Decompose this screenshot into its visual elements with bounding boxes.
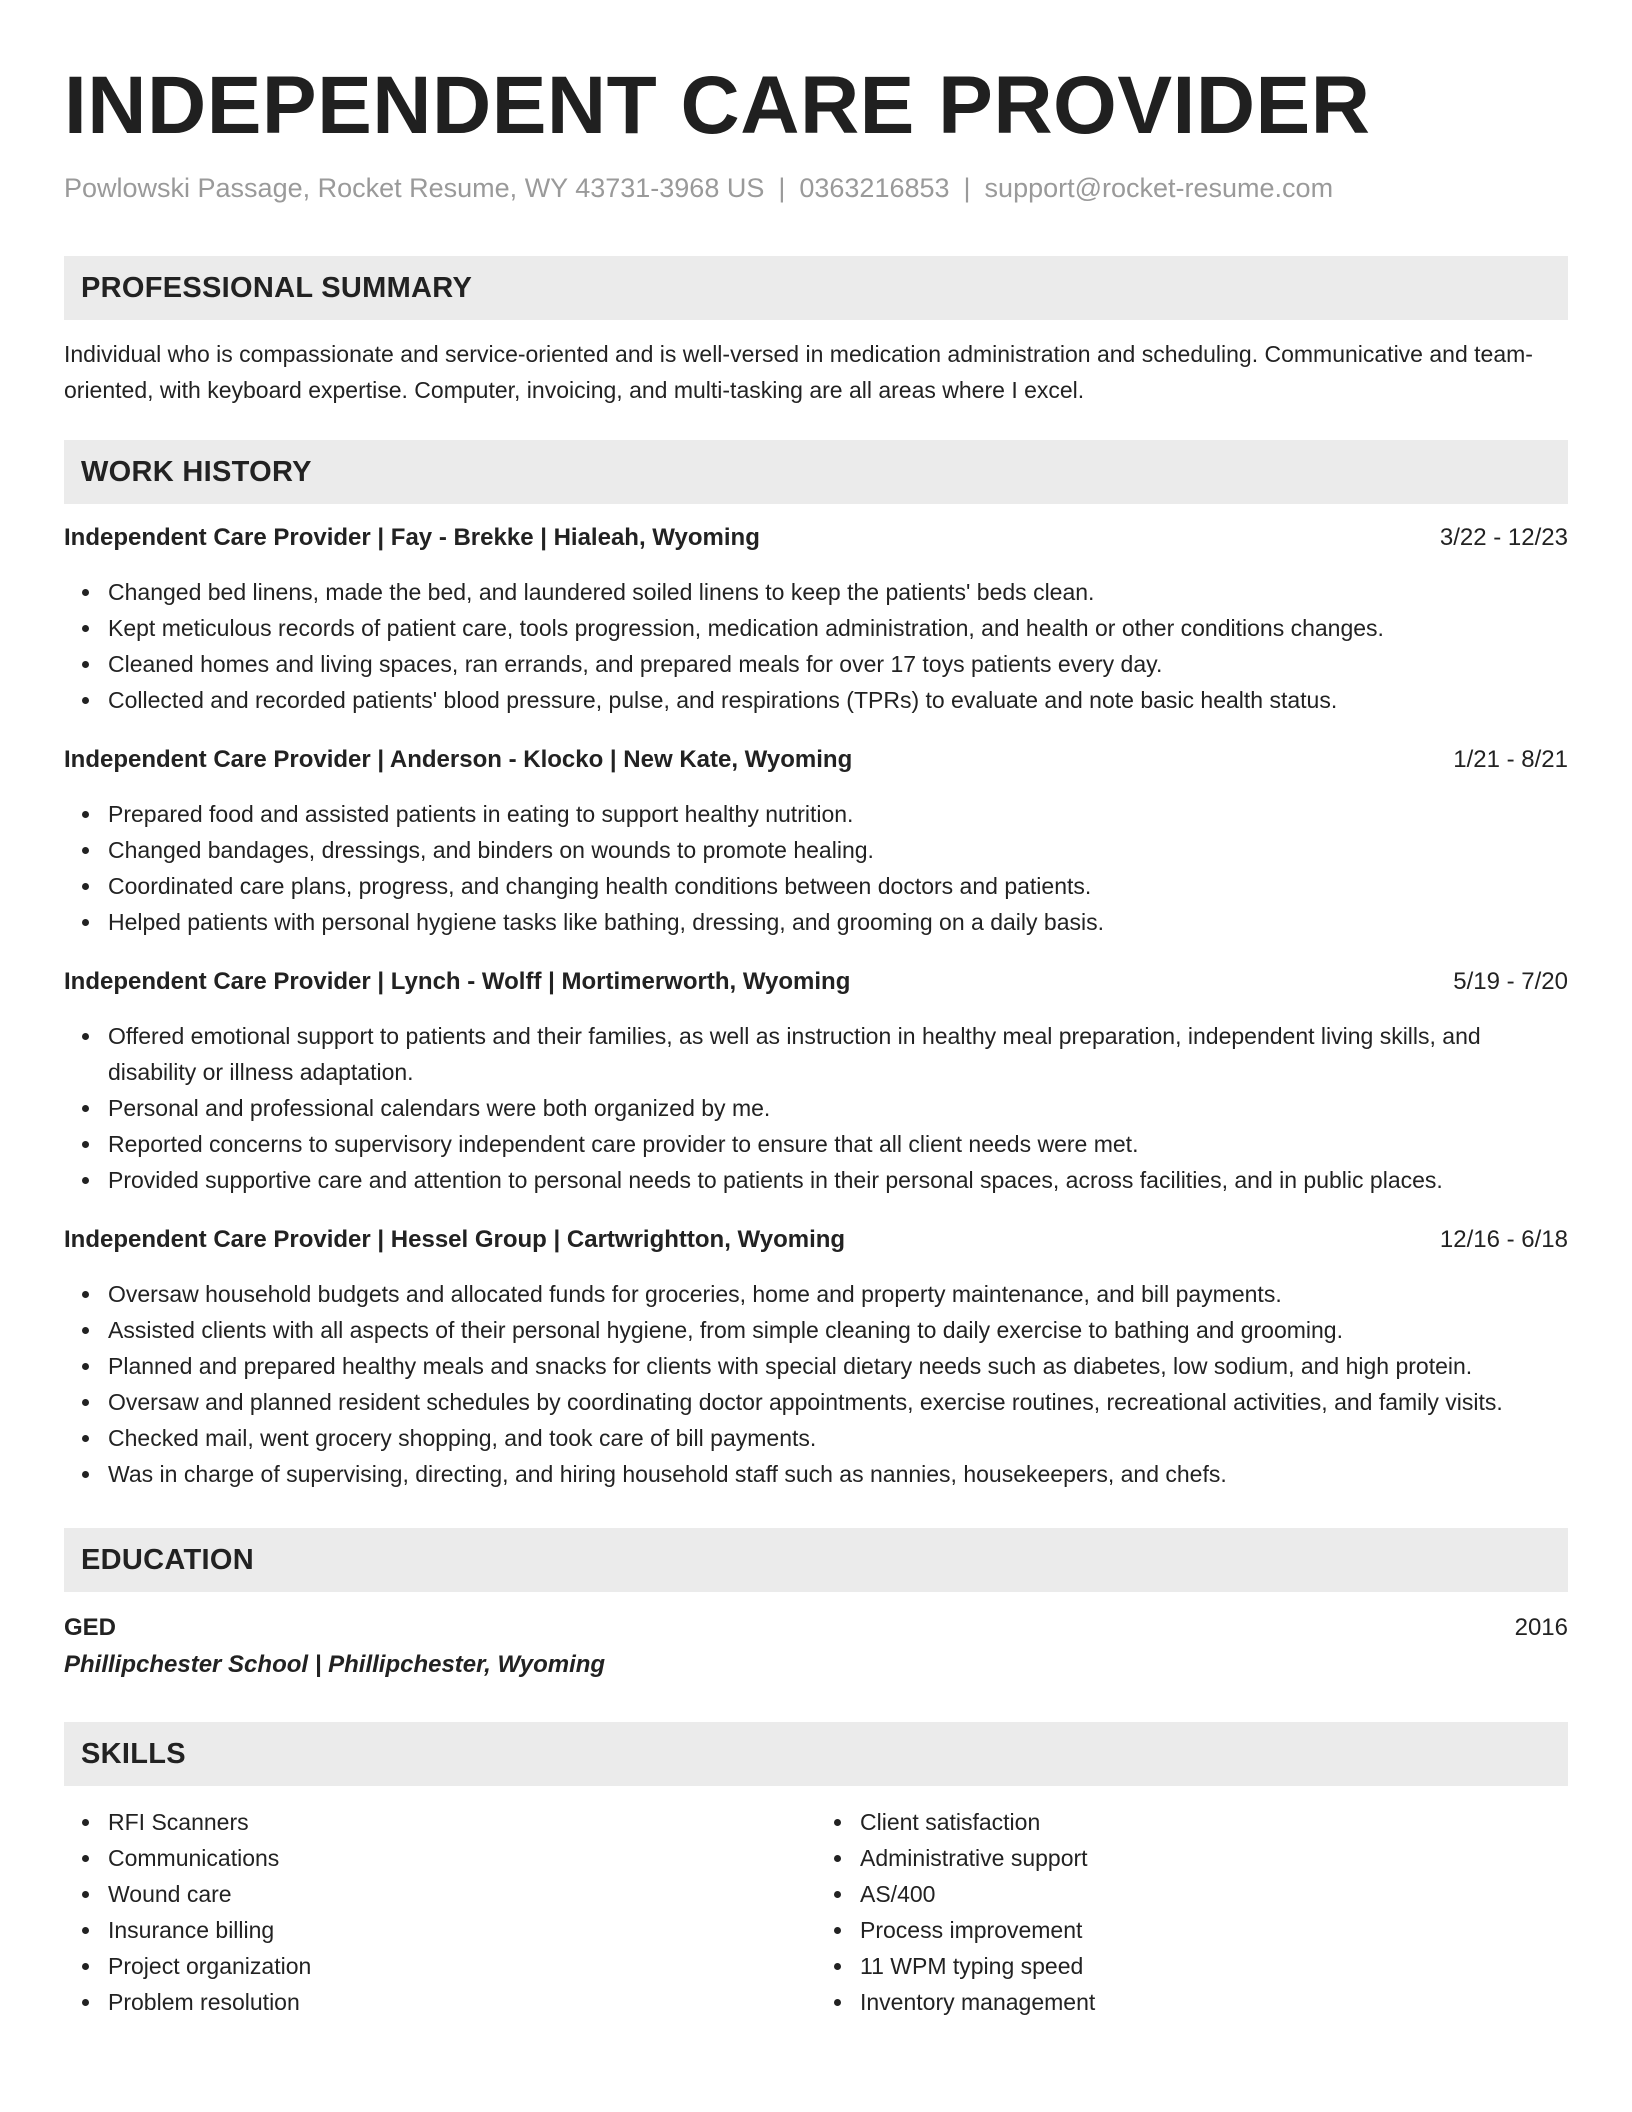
resume-page <box>64 0 1568 2020</box>
job-bullet: Personal and professional calendars were both organized by me. <box>108 1090 1568 1126</box>
education-header <box>64 1610 1568 1646</box>
job-bullet: Changed bandages, dressings, and binders on wounds to promote healing. <box>108 832 1568 868</box>
job-header <box>64 1222 1568 1258</box>
skill-item: Process improvement <box>860 1912 1568 1948</box>
job-dates: 1/21 - 8/21 <box>1453 746 1568 773</box>
skill-item: Project organization <box>108 1948 816 1984</box>
job-bullet: Prepared food and assisted patients in eating to support healthy nutrition. <box>108 796 1568 832</box>
skill-item: AS/400 <box>860 1876 1568 1912</box>
contact-line <box>64 170 1568 206</box>
job-bullet: Planned and prepared healthy meals and snacks for clients with special dietary needs such as diabetes, low sodium, and high protein. <box>108 1348 1568 1384</box>
section-title-summary: PROFESSIONAL SUMMARY <box>64 256 1568 320</box>
section-title-education: EDUCATION <box>64 1528 1568 1592</box>
job-header <box>64 520 1568 556</box>
skill-item: Client satisfaction <box>860 1804 1568 1840</box>
summary-text: Individual who is compassionate and service-oriented and is well-versed in medication administration and scheduling. Communicative and team-oriented, with keyboard expertise. Computer, invoicing, and multi-tasking are all areas where I excel. <box>64 341 1533 403</box>
job-bullet: Checked mail, went grocery shopping, and took care of bill payments. <box>108 1420 1568 1456</box>
job-bullet-list <box>64 1018 1568 1198</box>
job-bullet: Offered emotional support to patients and their families, as well as instruction in healthy meal preparation, independent living skills, and disability or illness adaptation. <box>108 1018 1568 1090</box>
skills-grid <box>64 1804 1568 2020</box>
job-bullet-list <box>64 796 1568 940</box>
job-entry <box>64 520 1568 718</box>
job-heading: Independent Care Provider | Fay - Brekke | Hialeah, Wyoming <box>64 524 760 551</box>
candidate-name: INDEPENDENT CARE PROVIDER <box>64 60 1371 151</box>
job-bullet: Provided supportive care and attention to personal needs to patients in their personal spaces, across facilities, and in public places. <box>108 1162 1568 1198</box>
job-heading: Independent Care Provider | Lynch - Wolff | Mortimerworth, Wyoming <box>64 968 851 995</box>
job-bullet-list <box>64 574 1568 718</box>
contact-separator: | <box>778 173 786 203</box>
job-bullet: Coordinated care plans, progress, and changing health conditions between doctors and patients. <box>108 868 1568 904</box>
job-dates: 5/19 - 7/20 <box>1453 968 1568 995</box>
skill-item: Inventory management <box>860 1984 1568 2020</box>
education-degree: GED <box>64 1614 117 1641</box>
job-header <box>64 742 1568 778</box>
job-entry <box>64 1222 1568 1492</box>
skills-column-right <box>816 1804 1568 2020</box>
contact-phone: 0363216853 <box>799 173 950 203</box>
skills-column-left <box>64 1804 816 2020</box>
skill-item: RFI Scanners <box>108 1804 816 1840</box>
skill-item: Communications <box>108 1840 816 1876</box>
job-heading: Independent Care Provider | Anderson - Klocko | New Kate, Wyoming <box>64 746 853 773</box>
job-bullet: Kept meticulous records of patient care, tools progression, medication administration, and health or other conditions changes. <box>108 610 1568 646</box>
job-bullet: Collected and recorded patients' blood pressure, pulse, and respirations (TPRs) to evaluate and note basic health status. <box>108 682 1568 718</box>
education-year: 2016 <box>1514 1614 1568 1641</box>
section-title-work-history: WORK HISTORY <box>64 440 1568 504</box>
job-bullet: Reported concerns to supervisory independent care provider to ensure that all client needs were met. <box>108 1126 1568 1162</box>
job-heading: Independent Care Provider | Hessel Group | Cartwrightton, Wyoming <box>64 1226 846 1253</box>
education-school: Phillipchester School | Phillipchester, Wyoming <box>64 1651 606 1678</box>
job-dates: 3/22 - 12/23 <box>1439 524 1568 551</box>
job-header <box>64 964 1568 1000</box>
contact-separator: | <box>963 173 971 203</box>
job-bullet: Assisted clients with all aspects of their personal hygiene, from simple cleaning to daily exercise to bathing and grooming. <box>108 1312 1568 1348</box>
contact-email: support@rocket-resume.com <box>984 173 1334 203</box>
section-title-skills: SKILLS <box>64 1722 1568 1786</box>
job-dates: 12/16 - 6/18 <box>1439 1226 1568 1253</box>
job-entry <box>64 964 1568 1198</box>
contact-address: Powlowski Passage, Rocket Resume, WY 43731-3968 US <box>64 173 765 203</box>
job-bullet: Oversaw and planned resident schedules by coordinating doctor appointments, exercise routines, recreational activities, and family visits. <box>108 1384 1568 1420</box>
skill-item: Insurance billing <box>108 1912 816 1948</box>
education-entry <box>64 1610 1568 1684</box>
job-entry <box>64 742 1568 940</box>
skill-item: Administrative support <box>860 1840 1568 1876</box>
skill-item: 11 WPM typing speed <box>860 1948 1568 1984</box>
job-bullet: Oversaw household budgets and allocated funds for groceries, home and property maintenance, and bill payments. <box>108 1276 1568 1312</box>
job-bullet: Helped patients with personal hygiene tasks like bathing, dressing, and grooming on a daily basis. <box>108 904 1568 940</box>
skill-item: Problem resolution <box>108 1984 816 2020</box>
job-bullet-list <box>64 1276 1568 1492</box>
skill-item: Wound care <box>108 1876 816 1912</box>
job-bullet: Was in charge of supervising, directing, and hiring household staff such as nannies, housekeepers, and chefs. <box>108 1456 1568 1492</box>
job-bullet: Cleaned homes and living spaces, ran errands, and prepared meals for over 17 toys patients every day. <box>108 646 1568 682</box>
job-bullet: Changed bed linens, made the bed, and laundered soiled linens to keep the patients' beds clean. <box>108 574 1568 610</box>
